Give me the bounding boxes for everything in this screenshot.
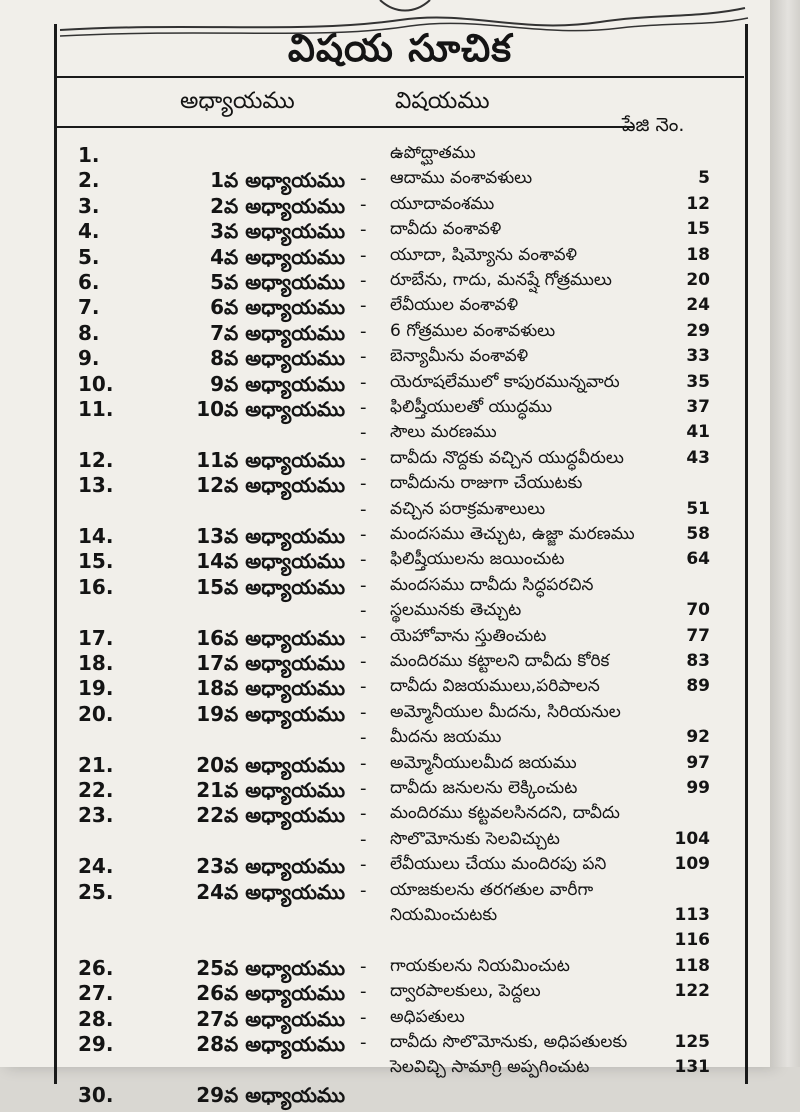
toc-number: 14. — [78, 524, 114, 548]
header-chapter: అధ్యాయము — [180, 88, 295, 114]
toc-subject: సెలవిచ్చి సామాగ్రి అప్పగించుట — [390, 1057, 590, 1078]
toc-row — [0, 346, 770, 372]
toc-subject: 6 గోత్రముల వంశావళులు — [390, 320, 556, 341]
toc-dash: - — [360, 879, 367, 901]
toc-dash: - — [360, 701, 367, 723]
toc-chapter: 14వ అధ్యాయము — [196, 549, 345, 574]
toc-number: 13. — [78, 473, 114, 498]
toc-number: 27. — [78, 981, 114, 1006]
toc-dash: - — [360, 371, 367, 393]
toc-subject: లేవీయుల వంశావళి — [390, 295, 519, 316]
toc-page: 12 — [686, 193, 710, 214]
toc-number: 10. — [78, 371, 114, 396]
toc-number: 25. — [78, 879, 114, 904]
toc-page: 18 — [686, 244, 710, 265]
toc-number: 30. — [78, 1082, 114, 1107]
toc-dash: - — [360, 219, 367, 241]
toc-row — [0, 1057, 770, 1083]
toc-dash: - — [360, 397, 367, 418]
toc-page: 43 — [686, 447, 710, 468]
toc-row — [0, 321, 770, 347]
toc-chapter: 15వ అధ్యాయము — [196, 574, 345, 599]
toc-page: 41 — [686, 422, 710, 443]
toc-row — [0, 499, 770, 525]
toc-chapter: 4వ అధ్యాయము — [210, 244, 345, 269]
toc-row — [0, 473, 770, 499]
toc-row — [0, 676, 770, 702]
toc-dash: - — [360, 320, 367, 342]
toc-page: 51 — [686, 498, 710, 519]
toc-number: 29. — [78, 1032, 114, 1056]
toc-number: 18. — [78, 651, 114, 675]
toc-chapter: 29వ అధ్యాయము — [196, 1082, 345, 1107]
toc-subject: మందసము తెచ్చుట, ఉజ్జా మరణము — [390, 524, 635, 544]
toc-row — [0, 880, 770, 906]
toc-number: 11. — [78, 397, 114, 421]
header-page: పేజి నెం. — [622, 114, 685, 136]
toc-dash: - — [360, 473, 367, 495]
toc-chapter: 21వ అధ్యాయము — [196, 778, 345, 802]
toc-subject: స్థలమునకు తెచ్చుట — [390, 600, 522, 621]
toc-number: 28. — [78, 1006, 114, 1031]
toc-page: 109 — [674, 854, 710, 875]
toc-page: 99 — [686, 778, 710, 798]
toc-subject: యూదావంశము — [390, 193, 495, 214]
toc-subject: గాయకులను నియమించుట — [390, 955, 570, 976]
toc-chapter: 5వ అధ్యాయము — [210, 270, 345, 294]
toc-row — [0, 981, 770, 1007]
toc-row — [0, 930, 770, 956]
toc-dash: - — [360, 295, 367, 317]
toc-subject: యూదా, షిమ్యోను వంశావళి — [390, 244, 578, 265]
toc-chapter: 8వ అధ్యాయము — [210, 346, 345, 371]
toc-dash: - — [360, 1032, 367, 1053]
toc-chapter: 6వ అధ్యాయము — [210, 295, 345, 320]
toc-subject: అమ్మోనీయులమీద జయము — [390, 752, 577, 773]
toc-number: 5. — [78, 244, 100, 269]
toc-chapter: 26వ అధ్యాయము — [196, 981, 345, 1006]
toc-row — [0, 524, 770, 550]
toc-subject: మీదను జయము — [390, 727, 502, 748]
toc-row — [0, 168, 770, 194]
toc-subject: దావీదు నొద్దకు వచ్చిన యుద్ధవీరులు — [390, 447, 624, 468]
toc-page: 58 — [686, 524, 710, 544]
toc-chapter: 28వ అధ్యాయము — [196, 1032, 345, 1056]
toc-subject: లేవీయులు చేయు మందిరపు పని — [390, 854, 607, 875]
toc-subject: సౌలు మరణము — [390, 422, 497, 443]
toc-number: 12. — [78, 447, 114, 472]
toc-row — [0, 143, 770, 169]
toc-number: 9. — [78, 346, 100, 371]
toc-subject: సొలొమోనుకు సెలవిచ్చుట — [390, 828, 560, 849]
toc-page: 5 — [698, 168, 710, 189]
toc-dash: - — [360, 498, 367, 520]
toc-dash: - — [360, 752, 367, 774]
toc-dash: - — [360, 778, 367, 799]
toc-row — [0, 397, 770, 423]
toc-dash: - — [360, 828, 367, 850]
toc-page: 131 — [674, 1057, 710, 1078]
toc-page: 24 — [686, 295, 710, 316]
toc-chapter: 22వ అధ్యాయము — [196, 803, 345, 828]
toc-dash: - — [360, 524, 367, 545]
toc-chapter: 12వ అధ్యాయము — [196, 473, 345, 498]
toc-page: 89 — [686, 676, 710, 697]
toc-chapter: 18వ అధ్యాయము — [196, 676, 345, 701]
toc-dash: - — [360, 651, 367, 672]
toc-row — [0, 194, 770, 220]
toc-page: 97 — [686, 752, 710, 773]
toc-chapter: 13వ అధ్యాయము — [196, 524, 345, 548]
toc-row — [0, 245, 770, 271]
toc-number: 26. — [78, 955, 114, 980]
toc-page: 77 — [686, 625, 710, 646]
toc-dash: - — [360, 676, 367, 698]
toc-dash: - — [360, 549, 367, 571]
toc-number: 4. — [78, 219, 100, 244]
toc-dash: - — [360, 346, 367, 368]
toc-subject: దావీదును రాజుగా చేయుటకు — [390, 473, 583, 494]
toc-subject: ఉపోద్ఘాతము — [390, 143, 476, 163]
toc-subject: బెన్యామీను వంశావళి — [390, 346, 529, 367]
toc-dash: - — [360, 600, 367, 622]
toc-page: 125 — [674, 1032, 710, 1052]
toc-subject: మందిరము కట్టాలని దావీదు కోరిక — [390, 651, 610, 671]
toc-number: 16. — [78, 574, 114, 599]
toc-page: 20 — [686, 270, 710, 290]
toc-number: 15. — [78, 549, 114, 574]
toc-page: 33 — [686, 346, 710, 367]
toc-row — [0, 219, 770, 245]
toc-chapter: 23వ అధ్యాయము — [196, 854, 345, 879]
toc-dash: - — [360, 447, 367, 469]
toc-number: 23. — [78, 803, 114, 828]
toc-row — [0, 1083, 770, 1109]
toc-subject: మందిరము కట్టవలసినదని, దావీదు — [390, 803, 620, 824]
toc-number: 2. — [78, 168, 100, 193]
toc-subject: ఫిలిష్తీయులతో యుద్ధము — [390, 397, 553, 417]
toc-subject: అధిపతులు — [390, 1006, 465, 1027]
toc-chapter: 27వ అధ్యాయము — [196, 1006, 345, 1031]
toc-dash: - — [360, 270, 367, 291]
toc-row — [0, 270, 770, 296]
toc-chapter: 9వ అధ్యాయము — [210, 371, 345, 396]
toc-page: 35 — [686, 371, 710, 392]
toc-chapter: 17వ అధ్యాయము — [196, 651, 345, 675]
toc-number: 8. — [78, 320, 100, 345]
toc-row — [0, 422, 770, 448]
toc-row — [0, 702, 770, 728]
toc-page: 29 — [686, 320, 710, 341]
page-title: విషయ సూచిక — [287, 26, 513, 70]
toc-chapter: 11వ అధ్యాయము — [196, 447, 345, 472]
toc-number: 24. — [78, 854, 114, 879]
toc-number: 21. — [78, 752, 114, 777]
toc-row — [0, 295, 770, 321]
toc-row — [0, 549, 770, 575]
toc-row — [0, 600, 770, 626]
toc-page: 113 — [674, 905, 710, 925]
toc-page: 122 — [674, 981, 710, 1002]
toc-row — [0, 956, 770, 982]
toc-row — [0, 727, 770, 753]
toc-page: 70 — [686, 600, 710, 621]
toc-chapter: 24వ అధ్యాయము — [196, 879, 345, 904]
toc-row — [0, 448, 770, 474]
toc-page: 15 — [686, 219, 710, 240]
toc-row — [0, 626, 770, 652]
toc-chapter: 7వ అధ్యాయము — [210, 320, 345, 345]
toc-dash: - — [360, 193, 367, 215]
toc-number: 6. — [78, 270, 100, 294]
toc-row — [0, 803, 770, 829]
toc-subject: వచ్చిన పరాక్రమశాలులు — [390, 498, 546, 519]
toc-page: 64 — [686, 549, 710, 570]
toc-dash: - — [360, 727, 367, 749]
toc-dash: - — [360, 244, 367, 266]
toc-row — [0, 575, 770, 601]
toc-subject: ఆదాము వంశావళులు — [390, 168, 533, 189]
toc-chapter: 19వ అధ్యాయము — [196, 701, 345, 726]
toc-number: 20. — [78, 701, 114, 726]
toc-chapter: 1వ అధ్యాయము — [210, 168, 345, 193]
toc-dash: - — [360, 803, 367, 825]
toc-dash: - — [360, 1006, 367, 1028]
toc-row — [0, 1007, 770, 1033]
toc-subject: ద్వారపాలకులు, పెద్దలు — [390, 981, 541, 1002]
toc-chapter: 10వ అధ్యాయము — [196, 397, 345, 421]
toc-chapter: 16వ అధ్యాయము — [196, 625, 345, 650]
toc-dash: - — [360, 168, 367, 190]
adjacent-page-edge — [770, 0, 800, 1067]
toc-page: 92 — [686, 727, 710, 748]
toc-subject: యాజకులను తరగతుల వారీగా — [390, 879, 594, 900]
toc-dash: - — [360, 422, 367, 444]
toc-subject: దావీదు వంశావళి — [390, 219, 502, 240]
toc-row — [0, 1032, 770, 1058]
toc-number: 17. — [78, 625, 114, 650]
toc-number: 22. — [78, 778, 114, 802]
toc-chapter: 25వ అధ్యాయము — [196, 955, 345, 980]
toc-dash: - — [360, 574, 367, 596]
toc-subject: ఫిలిష్తీయులను జయించుట — [390, 549, 565, 570]
toc-page: 83 — [686, 651, 710, 671]
toc-subject: మందసము దావీదు సిద్ధపరచిన — [390, 574, 594, 595]
toc-number: 3. — [78, 193, 100, 218]
toc-subject: యెహోవాను స్తుతించుట — [390, 625, 547, 646]
toc-subject: దావీదు సొలొమోనుకు, అధిపతులకు — [390, 1032, 628, 1052]
toc-chapter: 20వ అధ్యాయము — [196, 752, 345, 777]
toc-chapter: 3వ అధ్యాయము — [210, 219, 345, 244]
toc-row — [0, 372, 770, 398]
toc-subject: నియమించుటకు — [390, 905, 498, 925]
toc-row — [0, 829, 770, 855]
toc-subject: యెరూషలేములో కాపురమున్నవారు — [390, 371, 620, 392]
toc-page: 37 — [686, 397, 710, 417]
toc-dash: - — [360, 981, 367, 1003]
toc-row — [0, 854, 770, 880]
toc-number: 1. — [78, 143, 100, 167]
toc-number: 19. — [78, 676, 114, 701]
toc-subject: రూబేను, గాదు, మనష్షే గోత్రములు — [390, 270, 612, 290]
toc-subject: అమ్మోనీయుల మీదను, సిరియనుల — [390, 701, 621, 722]
toc-subject: దావీదు జనులను లెక్కించుట — [390, 778, 578, 798]
title-rule — [54, 76, 744, 78]
toc-dash: - — [360, 854, 367, 876]
toc-dash: - — [360, 625, 367, 647]
toc-page: 118 — [674, 955, 710, 976]
toc-row — [0, 778, 770, 804]
toc-row — [0, 651, 770, 677]
toc-row — [0, 905, 770, 931]
toc-row — [0, 753, 770, 779]
toc-page: 104 — [674, 828, 710, 849]
header-subject: విషయము — [395, 88, 490, 114]
toc-number: 7. — [78, 295, 100, 320]
toc-chapter: 2వ అధ్యాయము — [210, 193, 345, 218]
header-rule — [54, 126, 634, 128]
toc-page: 116 — [674, 930, 710, 951]
toc-dash: - — [360, 955, 367, 977]
toc-subject: దావీదు విజయములు,పరిపాలన — [390, 676, 600, 697]
